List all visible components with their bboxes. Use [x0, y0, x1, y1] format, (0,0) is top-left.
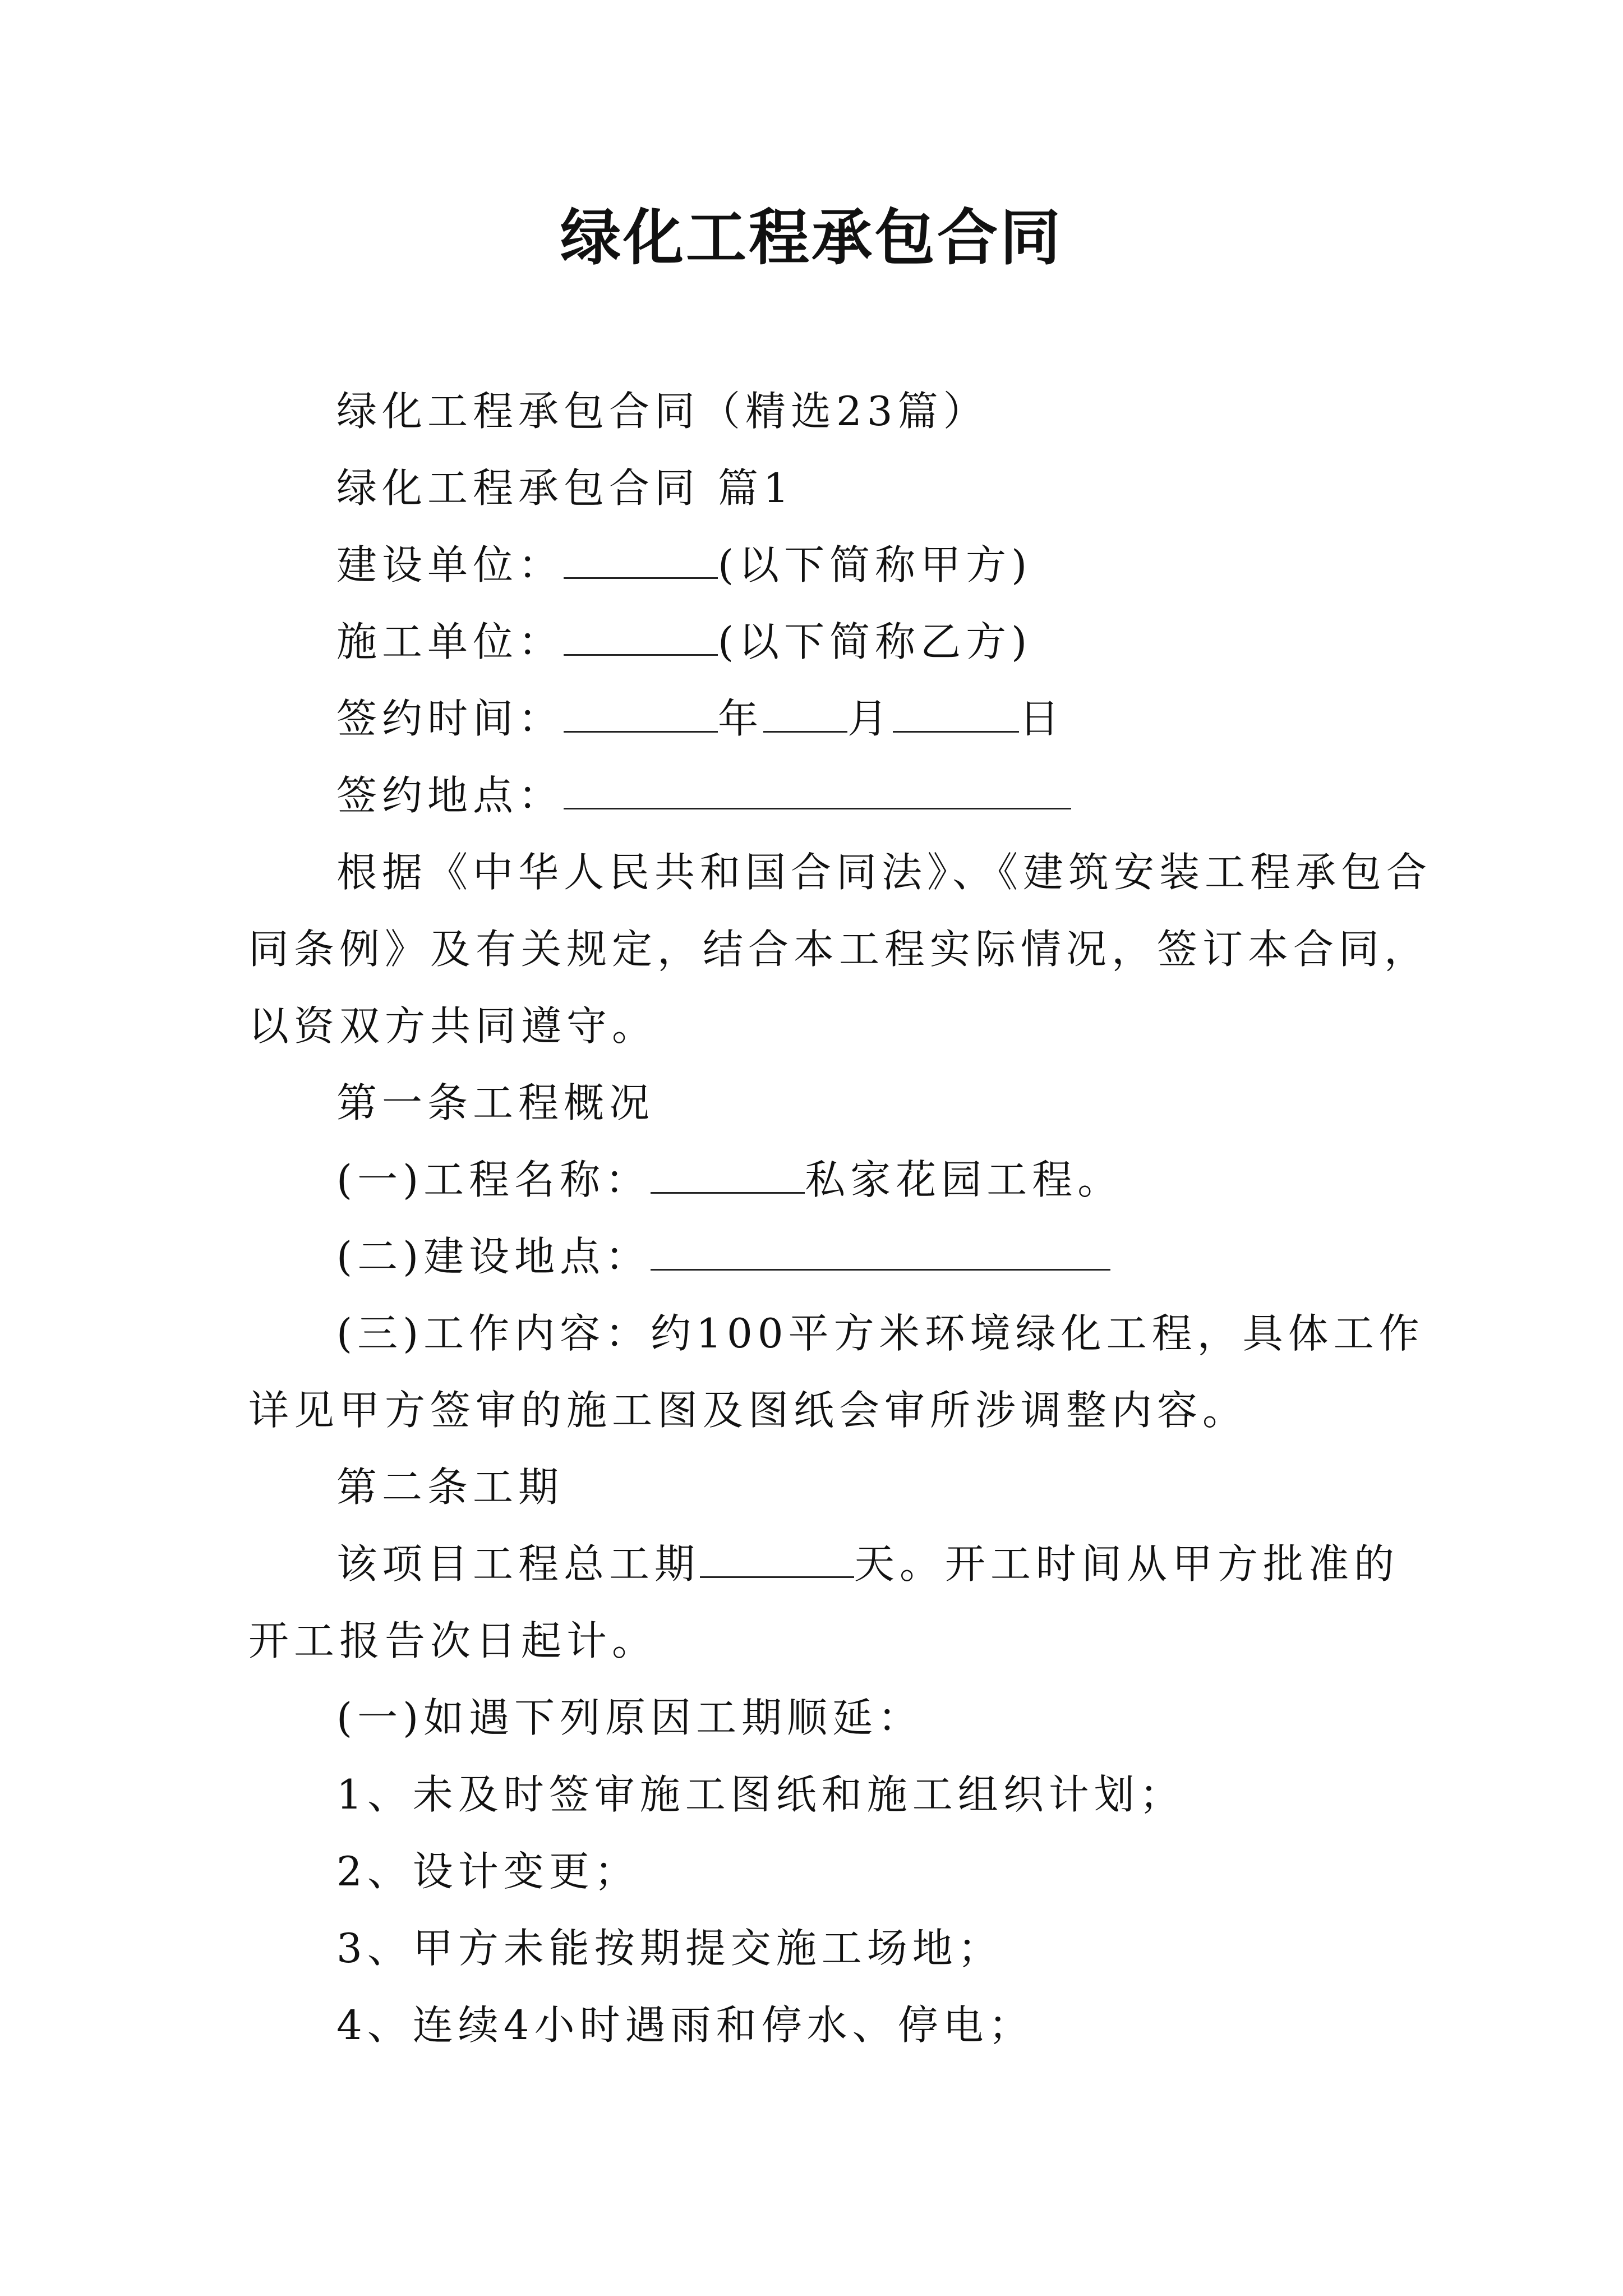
year-char: 年 [718, 695, 764, 742]
sign-place-line [336, 770, 1071, 821]
delay-reason-3: 3、甲方未能按期提交施工场地； [336, 1925, 1003, 1972]
day-char: 日 [1019, 695, 1065, 742]
preamble-line-1: 根据《中华人民共和国合同法》、《建筑安装工程承包合 [336, 849, 1432, 896]
article1-item1 [336, 1154, 1123, 1205]
month-char: 月 [847, 695, 893, 742]
article2-heading: 第二条工期 [336, 1464, 564, 1511]
party-a-label: 建设单位： [336, 541, 564, 588]
party-b-line [336, 616, 1032, 667]
preamble-line-3: 以资双方共同遵守。 [248, 1002, 658, 1050]
party-a-blank [564, 540, 718, 579]
preamble-line-2: 同条例》及有关规定，结合本工程实际情况，签订本合同， [248, 926, 1430, 973]
project-name-blank [651, 1155, 805, 1194]
party-b-label: 施工单位： [336, 618, 564, 665]
article2-para-line1 [336, 1539, 1399, 1589]
project-name-value: 私家花园工程。 [805, 1156, 1123, 1203]
build-location-label: (二)建设地点： [336, 1233, 651, 1280]
delay-reason-1: 1、未及时签审施工图纸和施工组织计划； [336, 1771, 1185, 1818]
sign-place-label: 签约地点： [336, 772, 564, 819]
document-title: 绿化工程承包合同 [560, 203, 1063, 273]
article1-item3-line2: 详见甲方签审的施工图及图纸会审所涉调整内容。 [248, 1387, 1248, 1434]
total-period-prefix: 该项目工程总工期 [336, 1540, 700, 1588]
sign-time-label: 签约时间： [336, 695, 564, 742]
sign-place-blank [564, 771, 1071, 809]
total-period-blank [700, 1539, 854, 1578]
day-blank [893, 694, 1019, 733]
party-a-line [336, 540, 1032, 590]
sign-time-line [336, 693, 1064, 744]
delay-reason-2: 2、设计变更； [336, 1848, 640, 1895]
party-b-suffix: (以下简称乙方) [718, 618, 1032, 665]
build-location-blank [651, 1232, 1110, 1271]
delay-heading: (一)如遇下列原因工期顺延： [336, 1694, 924, 1741]
delay-reason-4: 4、连续4小时遇雨和停水、停电； [336, 2001, 1034, 2049]
article2-para-line2: 开工报告次日起计。 [248, 1617, 658, 1664]
article1-heading: 第一条工程概况 [336, 1079, 655, 1126]
section-heading: 绿化工程承包合同 篇1 [336, 464, 794, 512]
month-blank [763, 694, 847, 733]
document-subtitle: 绿化工程承包合同（精选23篇） [336, 388, 989, 435]
article1-item2 [336, 1231, 1110, 1282]
year-blank [564, 694, 718, 733]
party-b-blank [564, 617, 718, 656]
total-period-suffix: 天。开工时间从甲方批准的 [854, 1540, 1400, 1588]
party-a-suffix: (以下简称甲方) [718, 541, 1032, 588]
article1-item3-line1: (三)工作内容：约100平方米环境绿化工程，具体工作 [336, 1310, 1424, 1357]
project-name-label: (一)工程名称： [336, 1156, 651, 1203]
